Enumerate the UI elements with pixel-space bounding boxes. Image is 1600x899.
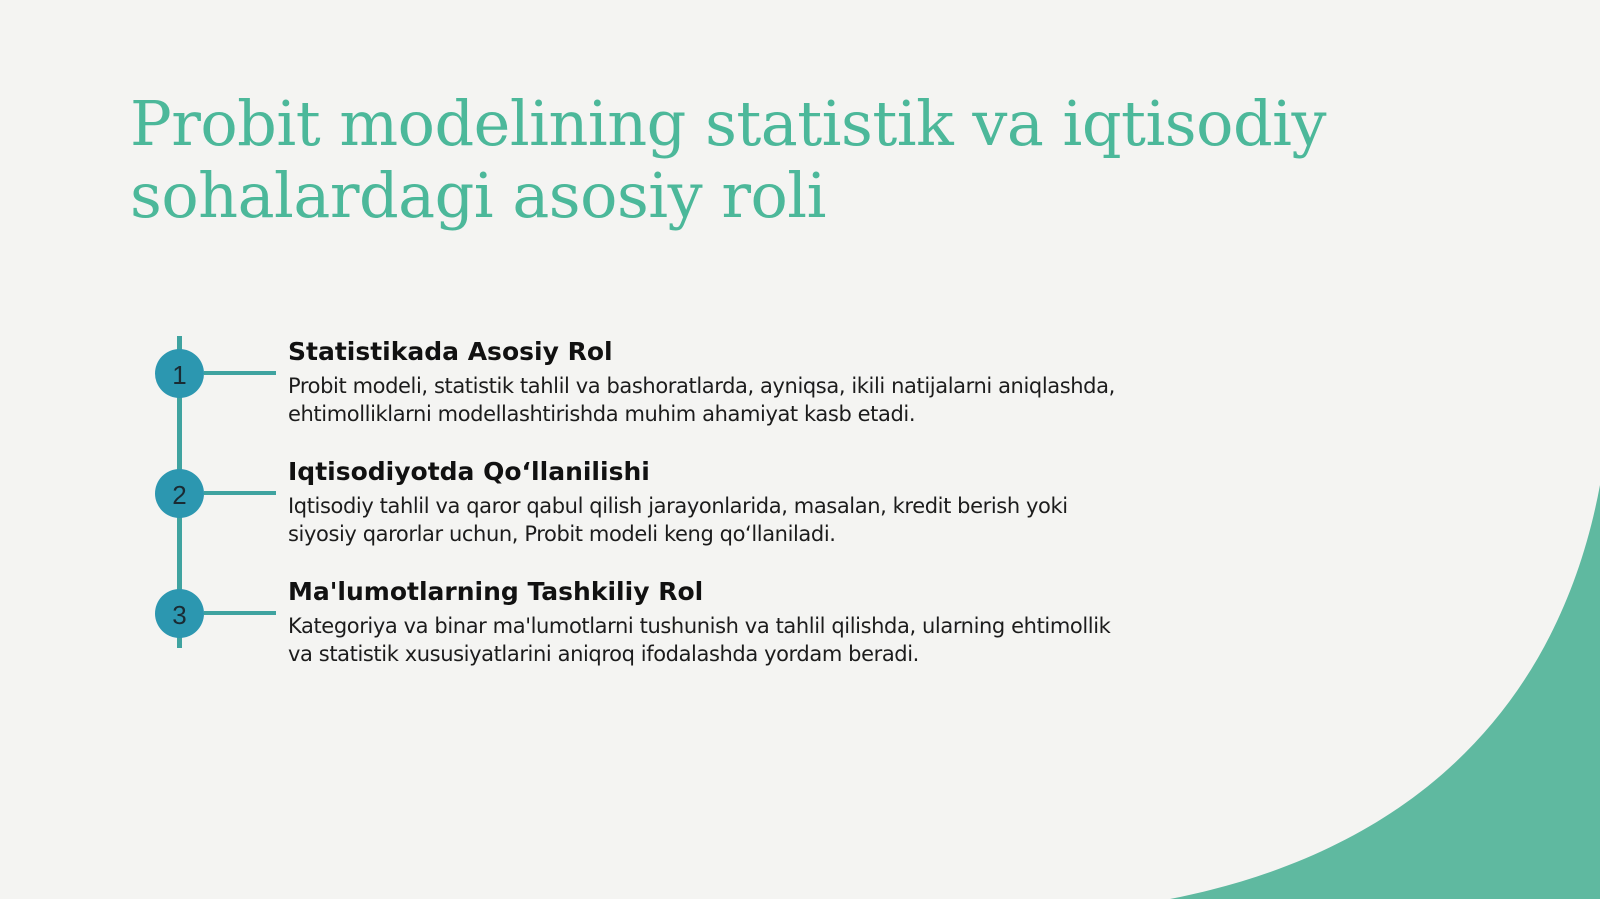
step-connector [204,491,276,495]
step-number-circle: 1 [155,349,204,398]
step-description: Probit modeli, statistik tahlil va bashoratlarda, ayniqsa, ikili natijalarni aniqlashda, ehtimolliklarni modellashtirishda muhim ahamiyat kasb etadi. [288,374,1115,426]
step-number-circle: 2 [155,469,204,518]
step-description: Kategoriya va binar ma'lumotlarni tushunish va tahlil qilishda, ularning ehtimollik va statistik xususiyatlarini aniqroq ifodalashda yordam beradi. [288,614,1111,666]
timeline-step-1 [155,335,1115,435]
step-title: Ma'lumotlarning Tashkiliy Rol [288,577,704,606]
step-title: Iqtisodiyotda Qo‘llanilishi [288,457,650,486]
step-title: Statistikada Asosiy Rol [288,337,613,366]
timeline-step-3 [155,575,1115,675]
step-number-circle: 3 [155,589,204,638]
step-connector [204,371,276,375]
step-description: Iqtisodiy tahlil va qaror qabul qilish jarayonlarida, masalan, kredit berish yoki siyosiy qarorlar uchun, Probit modeli keng qo‘llaniladi. [288,494,1068,546]
timeline-step-2 [155,455,1115,555]
slide-title: Probit modelining statistik va iqtisodiy sohalardagi asosiy roli [130,87,1326,232]
step-connector [204,611,276,615]
